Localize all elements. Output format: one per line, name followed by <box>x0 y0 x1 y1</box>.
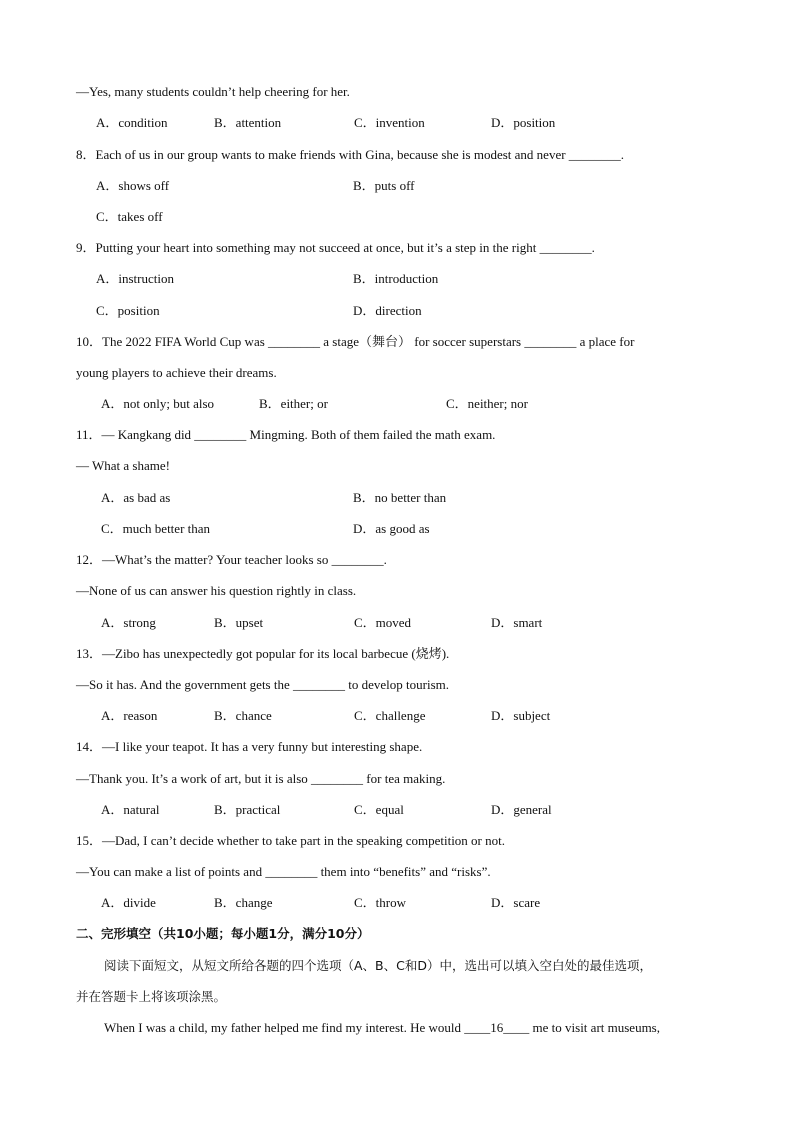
cloze-instruction-line2: 并在答题卡上将该项涂黑。 <box>76 989 227 1004</box>
q15-option-d: D．scare <box>491 895 541 910</box>
q8-stem: 8．Each of us in our group wants to make friends with Gina, because she is modest and never ________. <box>76 147 625 162</box>
q15-option-c: C．throw <box>354 895 407 910</box>
q7-option-d: D．position <box>491 115 556 130</box>
q12-option-c: C．moved <box>354 615 412 630</box>
q14-reply: —Thank you. It’s a work of art, but it is also ________ for tea making. <box>76 771 446 786</box>
q14-option-c: C．equal <box>354 802 404 817</box>
q12-option-a: A．strong <box>101 615 156 630</box>
q9-option-c: C．position <box>96 303 160 318</box>
q7-answer-line: —Yes, many students couldn’t help cheering for her. <box>76 84 350 99</box>
q15-option-a: A．divide <box>101 895 156 910</box>
q11-option-c: C．much better than <box>101 521 211 536</box>
q14-option-a: A．natural <box>101 802 160 817</box>
q9-option-d: D．direction <box>353 303 422 318</box>
q7-option-c: C．invention <box>354 115 425 130</box>
cloze-instruction-line1: 阅读下面短文，从短文所给各题的四个选项（A、B、C和D）中，选出可以填入空白处的最佳选项， <box>104 958 652 973</box>
q12-stem: 12．—What’s the matter? Your teacher looks so ________. <box>76 552 387 567</box>
q14-option-b: B．practical <box>214 802 281 817</box>
q10-stem: 10．The 2022 FIFA World Cup was ________ a stage（舞台） for soccer superstars ________ a place for <box>76 334 635 349</box>
q12-option-b: B．upset <box>214 615 264 630</box>
q7-option-b: B．attention <box>214 115 282 130</box>
q7-option-a: A．condition <box>96 115 168 130</box>
q10-stem-continued: young players to achieve their dreams. <box>76 365 277 380</box>
q8-option-b: B．puts off <box>353 178 415 193</box>
q10-option-b: B．either; or <box>259 396 328 411</box>
q9-option-b: B．introduction <box>353 271 439 286</box>
section-heading-cloze: 二、完形填空（共10小题；每小题1分，满分10分） <box>76 926 370 941</box>
cloze-passage-first-line: When I was a child, my father helped me find my interest. He would ____16____ me to visit art museums, <box>104 1020 660 1035</box>
q13-option-c: C．challenge <box>354 708 426 723</box>
q10-option-c: C．neither; nor <box>446 396 528 411</box>
q11-option-b: B．no better than <box>353 490 447 505</box>
q8-option-c: C．takes off <box>96 209 163 224</box>
q13-option-b: B．chance <box>214 708 272 723</box>
q11-option-d: D．as good as <box>353 521 430 536</box>
q10-option-a: A．not only; but also <box>101 396 215 411</box>
q12-option-d: D．smart <box>491 615 543 630</box>
q14-option-d: D．general <box>491 802 552 817</box>
q12-reply: —None of us can answer his question rightly in class. <box>76 583 357 598</box>
q14-stem: 14．—I like your teapot. It has a very funny but interesting shape. <box>76 739 423 754</box>
q15-stem: 15．—Dad, I can’t decide whether to take part in the speaking competition or not. <box>76 833 505 848</box>
q8-option-a: A．shows off <box>96 178 170 193</box>
q11-reply: — What a shame! <box>76 458 170 473</box>
q13-option-a: A．reason <box>101 708 158 723</box>
q13-option-d: D．subject <box>491 708 551 723</box>
q11-stem: 11．— Kangkang did ________ Mingming. Both of them failed the math exam. <box>76 427 496 442</box>
q11-option-a: A．as bad as <box>101 490 171 505</box>
q9-stem: 9．Putting your heart into something may not succeed at once, but it’s a step in the right ________. <box>76 240 595 255</box>
q15-option-b: B．change <box>214 895 273 910</box>
q9-option-a: A．instruction <box>96 271 174 286</box>
q13-reply: —So it has. And the government gets the ________ to develop tourism. <box>76 677 449 692</box>
q13-stem: 13．—Zibo has unexpectedly got popular for its local barbecue (烧烤). <box>76 646 450 661</box>
q15-reply: —You can make a list of points and ________ them into “benefits” and “risks”. <box>76 864 491 879</box>
